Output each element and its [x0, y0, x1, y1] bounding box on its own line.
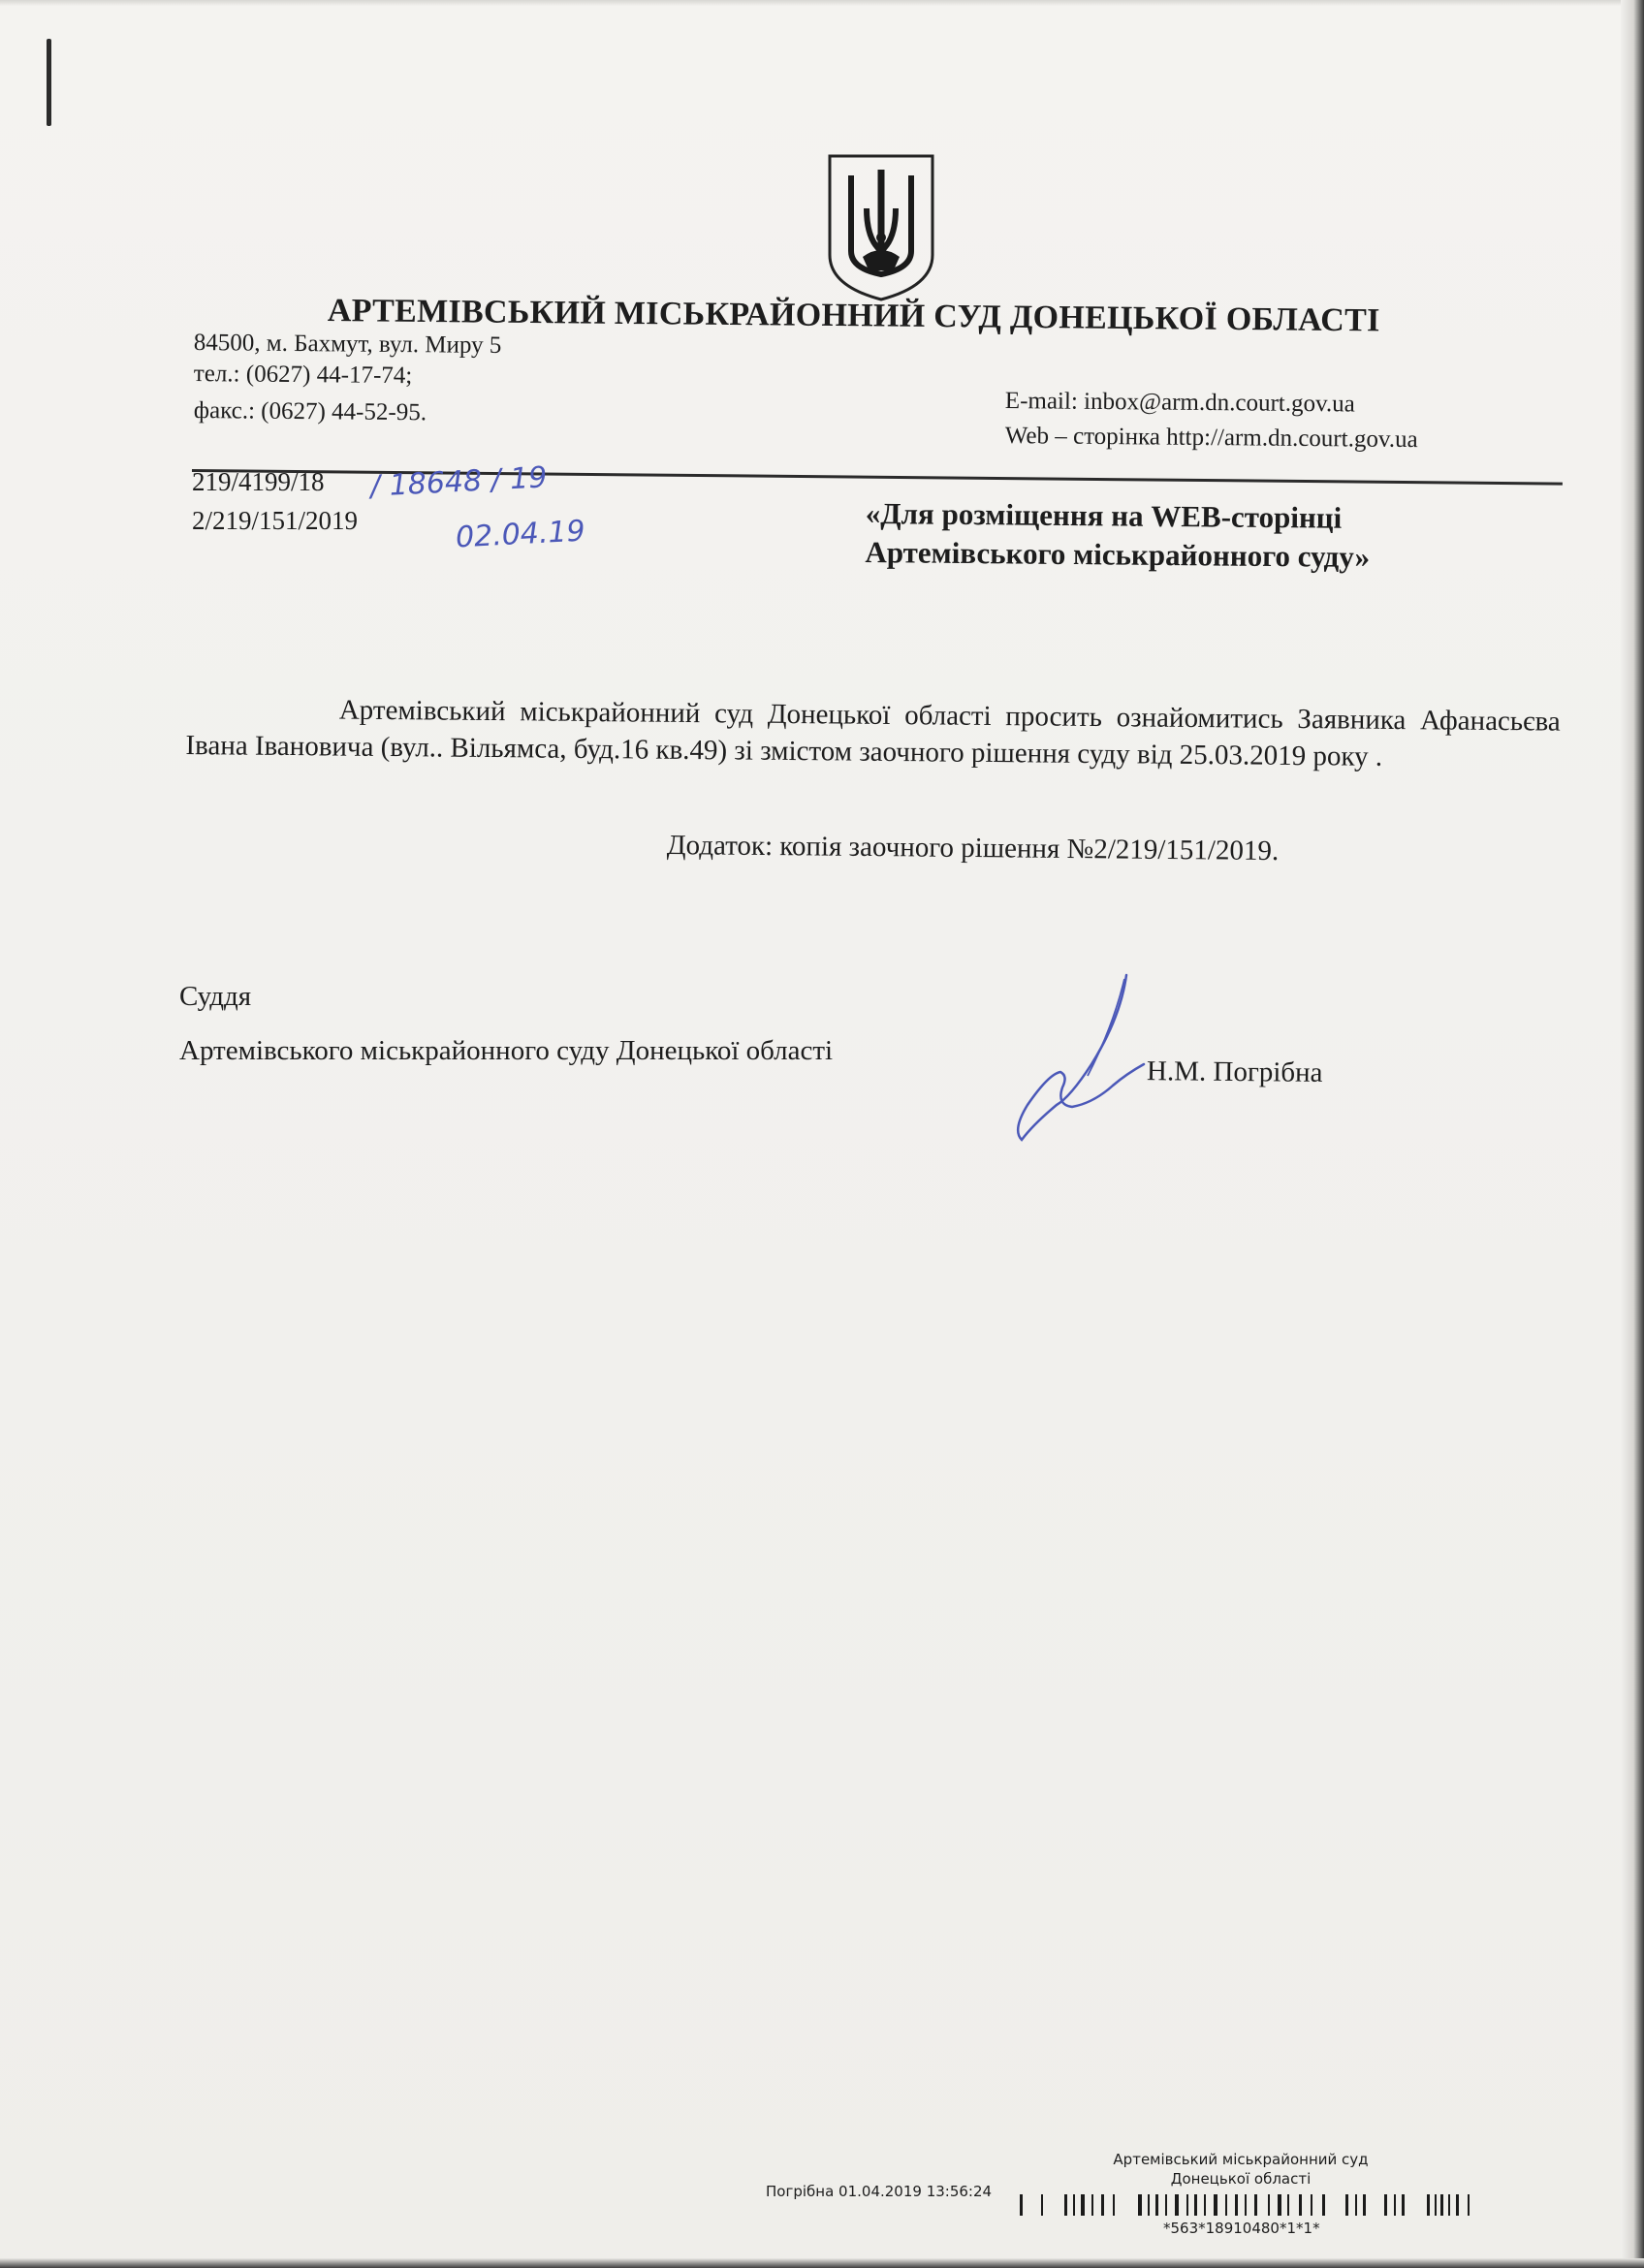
barcode-number: *563*18910480*1*1* — [1163, 2220, 1320, 2237]
e-stamp-court-line-1: Артемівський міськрайонний суд — [1113, 2151, 1369, 2168]
judge-name: Н.М. Погрібна — [1146, 1055, 1323, 1088]
court-phone: тел.: (0627) 44-17-74; — [193, 361, 413, 390]
ukraine-trident-emblem-icon — [824, 150, 938, 303]
body-paragraph: Артемівський міськрайонний суд Донецької області просить ознайомитись Заявника Афанасьєва Івана Івановича (вул.. Вільямса, буд.16 кв.49) зі змістом заочного рішення суду від 25.03.2019 року . — [185, 694, 1561, 772]
scan-mark — [47, 39, 51, 126]
web-note-line-2: Артемівського міськрайонного суду» — [865, 534, 1371, 574]
scan-edge-right — [1621, 0, 1644, 2268]
court-title: АРТЕМІВСЬКИЙ МІСЬКРАЙОННИЙ СУД ДОНЕЦЬКОЇ ОБЛАСТІ — [327, 293, 1380, 339]
court-fax: факс.: (0627) 44-52-95. — [193, 397, 427, 426]
handwritten-date: 02.04.19 — [455, 514, 586, 555]
e-stamp-court — [1086, 2150, 1396, 2189]
e-stamp-court-line-2: Донецької області — [1170, 2170, 1312, 2188]
court-email: E-mail: inbox@arm.dn.court.gov.ua — [1004, 388, 1355, 418]
scan-edge-bottom — [0, 2258, 1644, 2268]
judge-role: Суддя — [179, 981, 252, 1012]
handwritten-signature — [998, 960, 1154, 1153]
court-website: Web – сторінка http://arm.dn.court.gov.ua — [1004, 423, 1418, 454]
handwritten-outgoing-number: / 18648 / 19 — [369, 460, 549, 504]
attachment-line: Додаток: копія заочного рішення №2/219/151/2019. — [666, 830, 1280, 867]
e-stamp-signer: Погрібна 01.04.2019 13:56:24 — [766, 2183, 993, 2200]
web-note-line-1: «Для розміщення на WEB-сторінці — [865, 495, 1343, 535]
scan-edge-top — [0, 0, 1644, 6]
case-reference-2: 2/219/151/2019 — [192, 506, 359, 535]
judge-court: Артемівського міськрайонного суду Донецької області — [179, 1035, 834, 1066]
web-placement-note — [865, 494, 1544, 579]
court-address: 84500, м. Бахмут, вул. Миру 5 — [193, 330, 502, 360]
case-reference-1: 219/4199/18 — [192, 467, 325, 496]
barcode — [1020, 2192, 1495, 2218]
